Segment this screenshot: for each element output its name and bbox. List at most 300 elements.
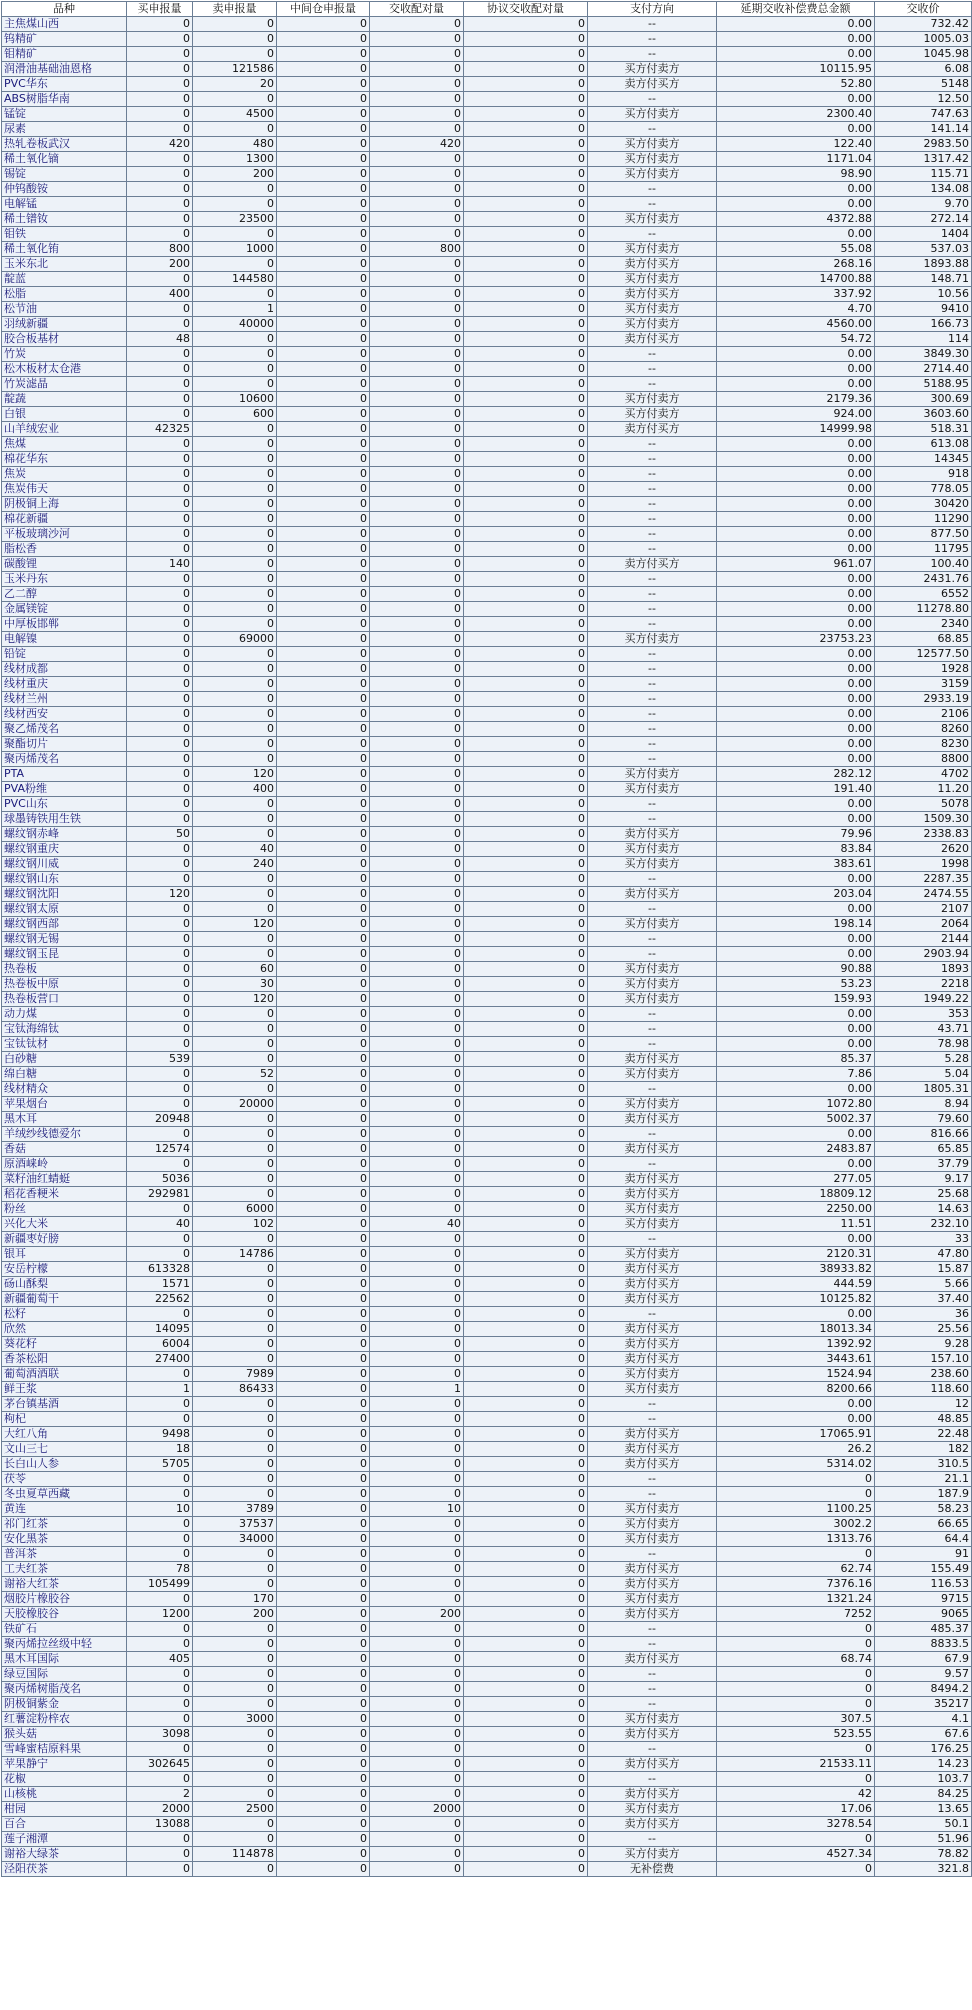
cell-sell-declared: 0: [193, 1832, 277, 1847]
cell-variety: 祁门红茶: [2, 1517, 127, 1532]
cell-delivery-matched: 0: [370, 887, 464, 902]
cell-buy-declared: 42325: [127, 422, 193, 437]
cell-intermediate-declared: 0: [277, 152, 370, 167]
cell-intermediate-declared: 0: [277, 1697, 370, 1712]
table-row: [2, 1727, 972, 1742]
cell-variety: 焦煤: [2, 437, 127, 452]
cell-delivery-price: 747.63: [875, 107, 972, 122]
cell-delivery-price: 14.23: [875, 1757, 972, 1772]
cell-compensation-total: 90.88: [717, 962, 875, 977]
cell-agreement-matched: 0: [464, 902, 588, 917]
cell-variety: 钼精矿: [2, 47, 127, 62]
cell-agreement-matched: 0: [464, 617, 588, 632]
cell-payment-direction: 买方付卖方: [588, 917, 717, 932]
cell-sell-declared: 0: [193, 542, 277, 557]
cell-sell-declared: 0: [193, 1022, 277, 1037]
cell-delivery-price: 1805.31: [875, 1082, 972, 1097]
cell-variety: PVC华东: [2, 77, 127, 92]
table-row: [2, 932, 972, 947]
table-row: [2, 1412, 972, 1427]
cell-sell-declared: 0: [193, 572, 277, 587]
cell-variety: 鲜王浆: [2, 1382, 127, 1397]
cell-delivery-matched: 0: [370, 17, 464, 32]
cell-payment-direction: --: [588, 752, 717, 767]
cell-payment-direction: 买方付卖方: [588, 1847, 717, 1862]
cell-variety: 宝钛海绵钛: [2, 1022, 127, 1037]
cell-intermediate-declared: 0: [277, 992, 370, 1007]
cell-delivery-price: 30420: [875, 497, 972, 512]
cell-intermediate-declared: 0: [277, 1382, 370, 1397]
cell-compensation-total: 1524.94: [717, 1367, 875, 1382]
cell-compensation-total: 198.14: [717, 917, 875, 932]
cell-delivery-price: 65.85: [875, 1142, 972, 1157]
cell-agreement-matched: 0: [464, 1052, 588, 1067]
cell-payment-direction: --: [588, 707, 717, 722]
cell-buy-declared: 0: [127, 1832, 193, 1847]
table-row: [2, 77, 972, 92]
cell-compensation-total: 54.72: [717, 332, 875, 347]
cell-delivery-matched: 0: [370, 857, 464, 872]
cell-payment-direction: --: [588, 647, 717, 662]
cell-payment-direction: --: [588, 1772, 717, 1787]
cell-variety: 热卷板营口: [2, 992, 127, 1007]
header-intermediate-declared: 中间仓申报量: [277, 2, 370, 17]
cell-delivery-price: 22.48: [875, 1427, 972, 1442]
cell-payment-direction: --: [588, 227, 717, 242]
table-row: [2, 1532, 972, 1547]
cell-payment-direction: 卖方付买方: [588, 557, 717, 572]
cell-delivery-price: 115.71: [875, 167, 972, 182]
cell-intermediate-declared: 0: [277, 1487, 370, 1502]
cell-delivery-price: 176.25: [875, 1742, 972, 1757]
cell-delivery-price: 8800: [875, 752, 972, 767]
cell-delivery-matched: 0: [370, 377, 464, 392]
cell-buy-declared: 0: [127, 92, 193, 107]
cell-payment-direction: 买方付卖方: [588, 1502, 717, 1517]
cell-delivery-price: 78.98: [875, 1037, 972, 1052]
table-row: [2, 1502, 972, 1517]
table-row: [2, 512, 972, 527]
cell-delivery-price: 1893: [875, 962, 972, 977]
cell-payment-direction: --: [588, 92, 717, 107]
cell-compensation-total: 5002.37: [717, 1112, 875, 1127]
cell-intermediate-declared: 0: [277, 137, 370, 152]
cell-delivery-price: 1928: [875, 662, 972, 677]
header-agreement-matched: 协议交收配对量: [464, 2, 588, 17]
cell-delivery-matched: 0: [370, 767, 464, 782]
cell-sell-declared: 0: [193, 377, 277, 392]
cell-payment-direction: --: [588, 1397, 717, 1412]
cell-delivery-price: 518.31: [875, 422, 972, 437]
cell-sell-declared: 0: [193, 557, 277, 572]
cell-variety: 花椒: [2, 1772, 127, 1787]
cell-sell-declared: 0: [193, 932, 277, 947]
cell-compensation-total: 8200.66: [717, 1382, 875, 1397]
cell-variety: 平板玻璃沙河: [2, 527, 127, 542]
cell-delivery-matched: 10: [370, 1502, 464, 1517]
cell-payment-direction: 买方付卖方: [588, 272, 717, 287]
cell-variety: 热卷板: [2, 962, 127, 977]
cell-variety: 聚丙烯拉丝级中轻: [2, 1637, 127, 1652]
cell-agreement-matched: 0: [464, 137, 588, 152]
cell-intermediate-declared: 0: [277, 602, 370, 617]
cell-variety: 线材兰州: [2, 692, 127, 707]
cell-delivery-matched: 0: [370, 977, 464, 992]
table-row: [2, 902, 972, 917]
delivery-table: [1, 1, 972, 1877]
header-buy-declared: 买申报量: [127, 2, 193, 17]
cell-buy-declared: 0: [127, 1862, 193, 1877]
table-row: [2, 1172, 972, 1187]
cell-sell-declared: 0: [193, 1772, 277, 1787]
cell-compensation-total: 383.61: [717, 857, 875, 872]
cell-agreement-matched: 0: [464, 1352, 588, 1367]
cell-intermediate-declared: 0: [277, 1367, 370, 1382]
cell-agreement-matched: 0: [464, 1022, 588, 1037]
table-row: [2, 1817, 972, 1832]
cell-agreement-matched: 0: [464, 1622, 588, 1637]
cell-payment-direction: --: [588, 692, 717, 707]
cell-intermediate-declared: 0: [277, 1532, 370, 1547]
table-row: [2, 977, 972, 992]
cell-buy-declared: 405: [127, 1652, 193, 1667]
cell-buy-declared: 10: [127, 1502, 193, 1517]
table-row: [2, 587, 972, 602]
cell-variety: 冬虫夏草西藏: [2, 1487, 127, 1502]
table-row: [2, 32, 972, 47]
cell-delivery-price: 51.96: [875, 1832, 972, 1847]
cell-sell-declared: 0: [193, 1052, 277, 1067]
table-row: [2, 332, 972, 347]
cell-payment-direction: --: [588, 497, 717, 512]
cell-delivery-matched: 0: [370, 167, 464, 182]
cell-compensation-total: 0: [717, 1862, 875, 1877]
table-row: [2, 1622, 972, 1637]
cell-sell-declared: 10600: [193, 392, 277, 407]
cell-agreement-matched: 0: [464, 437, 588, 452]
cell-delivery-matched: 2000: [370, 1802, 464, 1817]
cell-variety: 谢裕大红茶: [2, 1577, 127, 1592]
cell-agreement-matched: 0: [464, 1262, 588, 1277]
cell-sell-declared: 0: [193, 512, 277, 527]
cell-delivery-price: 272.14: [875, 212, 972, 227]
cell-intermediate-declared: 0: [277, 437, 370, 452]
cell-intermediate-declared: 0: [277, 1262, 370, 1277]
cell-sell-declared: 0: [193, 197, 277, 212]
cell-sell-declared: 0: [193, 437, 277, 452]
table-row: [2, 47, 972, 62]
cell-sell-declared: 0: [193, 1397, 277, 1412]
cell-variety: 螺纹钢太原: [2, 902, 127, 917]
cell-buy-declared: 0: [127, 1667, 193, 1682]
cell-sell-declared: 120: [193, 917, 277, 932]
cell-intermediate-declared: 0: [277, 482, 370, 497]
cell-delivery-matched: 0: [370, 1547, 464, 1562]
cell-delivery-price: 8494.2: [875, 1682, 972, 1697]
cell-agreement-matched: 0: [464, 1202, 588, 1217]
cell-variety: 香菇: [2, 1142, 127, 1157]
cell-variety: 普洱茶: [2, 1547, 127, 1562]
cell-agreement-matched: 0: [464, 1442, 588, 1457]
cell-compensation-total: 0.00: [717, 1082, 875, 1097]
cell-payment-direction: 无补偿费: [588, 1862, 717, 1877]
cell-variety: 线材成都: [2, 662, 127, 677]
cell-variety: 稀土氧化铕: [2, 242, 127, 257]
cell-sell-declared: 0: [193, 1622, 277, 1637]
cell-buy-declared: 2: [127, 1787, 193, 1802]
cell-payment-direction: --: [588, 1832, 717, 1847]
cell-delivery-price: 9715: [875, 1592, 972, 1607]
cell-delivery-price: 2933.19: [875, 692, 972, 707]
cell-agreement-matched: 0: [464, 1322, 588, 1337]
cell-variety: 粉丝: [2, 1202, 127, 1217]
cell-delivery-matched: 0: [370, 827, 464, 842]
cell-buy-declared: 0: [127, 1007, 193, 1022]
cell-compensation-total: 444.59: [717, 1277, 875, 1292]
cell-intermediate-declared: 0: [277, 407, 370, 422]
table-row: [2, 482, 972, 497]
cell-sell-declared: 121586: [193, 62, 277, 77]
cell-compensation-total: 2120.31: [717, 1247, 875, 1262]
cell-agreement-matched: 0: [464, 1397, 588, 1412]
cell-buy-declared: 0: [127, 1082, 193, 1097]
cell-buy-declared: 0: [127, 77, 193, 92]
table-row: [2, 1772, 972, 1787]
cell-delivery-matched: 0: [370, 962, 464, 977]
cell-delivery-price: 11.20: [875, 782, 972, 797]
cell-delivery-matched: 0: [370, 107, 464, 122]
cell-payment-direction: --: [588, 452, 717, 467]
cell-sell-declared: 0: [193, 722, 277, 737]
cell-intermediate-declared: 0: [277, 62, 370, 77]
cell-delivery-matched: 0: [370, 812, 464, 827]
cell-payment-direction: --: [588, 197, 717, 212]
cell-delivery-matched: 0: [370, 1832, 464, 1847]
cell-buy-declared: 14095: [127, 1322, 193, 1337]
table-row: [2, 1607, 972, 1622]
cell-delivery-matched: 0: [370, 1787, 464, 1802]
cell-intermediate-declared: 0: [277, 872, 370, 887]
cell-variety: 泾阳茯茶: [2, 1862, 127, 1877]
cell-agreement-matched: 0: [464, 332, 588, 347]
cell-intermediate-declared: 0: [277, 1667, 370, 1682]
table-row: [2, 1472, 972, 1487]
cell-intermediate-declared: 0: [277, 827, 370, 842]
cell-compensation-total: 0.00: [717, 812, 875, 827]
cell-variety: 白银: [2, 407, 127, 422]
cell-delivery-matched: 0: [370, 1427, 464, 1442]
cell-agreement-matched: 0: [464, 602, 588, 617]
cell-delivery-price: 5.04: [875, 1067, 972, 1082]
table-row: [2, 257, 972, 272]
cell-compensation-total: 55.08: [717, 242, 875, 257]
cell-buy-declared: 0: [127, 227, 193, 242]
cell-variety: 聚酯切片: [2, 737, 127, 752]
cell-delivery-matched: 0: [370, 272, 464, 287]
cell-buy-declared: 78: [127, 1562, 193, 1577]
cell-compensation-total: 0.00: [717, 722, 875, 737]
cell-compensation-total: 18809.12: [717, 1187, 875, 1202]
cell-agreement-matched: 0: [464, 632, 588, 647]
cell-agreement-matched: 0: [464, 1607, 588, 1622]
cell-delivery-price: 68.85: [875, 632, 972, 647]
cell-compensation-total: 1321.24: [717, 1592, 875, 1607]
cell-delivery-matched: 0: [370, 1052, 464, 1067]
cell-sell-declared: 400: [193, 782, 277, 797]
cell-variety: 菜籽油红蜻蜓: [2, 1172, 127, 1187]
cell-buy-declared: 0: [127, 722, 193, 737]
cell-sell-declared: 0: [193, 122, 277, 137]
cell-payment-direction: --: [588, 1622, 717, 1637]
cell-agreement-matched: 0: [464, 47, 588, 62]
cell-sell-declared: 0: [193, 692, 277, 707]
cell-compensation-total: 0.00: [717, 1412, 875, 1427]
table-row: [2, 197, 972, 212]
table-row: [2, 287, 972, 302]
cell-sell-declared: 0: [193, 32, 277, 47]
cell-agreement-matched: 0: [464, 242, 588, 257]
cell-delivery-matched: 0: [370, 1817, 464, 1832]
cell-compensation-total: 0.00: [717, 467, 875, 482]
table-row: [2, 1142, 972, 1157]
cell-sell-declared: 0: [193, 617, 277, 632]
cell-payment-direction: --: [588, 182, 717, 197]
cell-sell-declared: 0: [193, 1142, 277, 1157]
cell-sell-declared: 0: [193, 677, 277, 692]
cell-delivery-price: 14345: [875, 452, 972, 467]
cell-payment-direction: --: [588, 1127, 717, 1142]
table-row: [2, 1127, 972, 1142]
cell-delivery-price: 43.71: [875, 1022, 972, 1037]
cell-delivery-matched: 0: [370, 647, 464, 662]
cell-compensation-total: 0.00: [717, 947, 875, 962]
cell-intermediate-declared: 0: [277, 782, 370, 797]
cell-payment-direction: 卖方付买方: [588, 1457, 717, 1472]
cell-delivery-price: 5.66: [875, 1277, 972, 1292]
cell-buy-declared: 0: [127, 1532, 193, 1547]
cell-variety: 山核桃: [2, 1787, 127, 1802]
table-row: [2, 467, 972, 482]
cell-variety: 百合: [2, 1817, 127, 1832]
table-row: [2, 1637, 972, 1652]
cell-sell-declared: 0: [193, 902, 277, 917]
cell-sell-declared: 0: [193, 737, 277, 752]
cell-variety: 聚丙烯树脂茂名: [2, 1682, 127, 1697]
cell-agreement-matched: 0: [464, 182, 588, 197]
cell-buy-declared: 0: [127, 362, 193, 377]
cell-delivery-matched: 0: [370, 707, 464, 722]
cell-agreement-matched: 0: [464, 557, 588, 572]
cell-delivery-matched: 0: [370, 197, 464, 212]
cell-sell-declared: 0: [193, 92, 277, 107]
table-row: [2, 992, 972, 1007]
cell-payment-direction: --: [588, 512, 717, 527]
table-row: [2, 1562, 972, 1577]
cell-delivery-matched: 0: [370, 182, 464, 197]
cell-intermediate-declared: 0: [277, 677, 370, 692]
cell-payment-direction: 卖方付买方: [588, 1172, 717, 1187]
cell-payment-direction: 卖方付买方: [588, 1757, 717, 1772]
cell-payment-direction: 卖方付买方: [588, 1352, 717, 1367]
cell-buy-declared: 302645: [127, 1757, 193, 1772]
cell-compensation-total: 0: [717, 1622, 875, 1637]
cell-sell-declared: 0: [193, 497, 277, 512]
cell-sell-declared: 86433: [193, 1382, 277, 1397]
cell-agreement-matched: 0: [464, 647, 588, 662]
table-row: [2, 842, 972, 857]
cell-variety: 茅台镇基酒: [2, 1397, 127, 1412]
cell-intermediate-declared: 0: [277, 1217, 370, 1232]
table-row: [2, 602, 972, 617]
cell-delivery-matched: 0: [370, 797, 464, 812]
cell-delivery-price: 48.85: [875, 1412, 972, 1427]
cell-sell-declared: 0: [193, 1307, 277, 1322]
cell-compensation-total: 62.74: [717, 1562, 875, 1577]
cell-agreement-matched: 0: [464, 812, 588, 827]
cell-compensation-total: 1072.80: [717, 1097, 875, 1112]
cell-buy-declared: 0: [127, 302, 193, 317]
cell-payment-direction: 卖方付买方: [588, 1727, 717, 1742]
cell-compensation-total: 307.5: [717, 1712, 875, 1727]
table-row: [2, 302, 972, 317]
cell-compensation-total: 0.00: [717, 752, 875, 767]
table-row: [2, 377, 972, 392]
table-row: [2, 962, 972, 977]
cell-variety: 雪峰蜜桔原料果: [2, 1742, 127, 1757]
cell-agreement-matched: 0: [464, 1247, 588, 1262]
cell-agreement-matched: 0: [464, 857, 588, 872]
cell-delivery-matched: 0: [370, 77, 464, 92]
cell-delivery-price: 100.40: [875, 557, 972, 572]
cell-buy-declared: 0: [127, 857, 193, 872]
table-row: [2, 767, 972, 782]
table-header-row: [2, 2, 972, 17]
cell-agreement-matched: 0: [464, 1817, 588, 1832]
cell-buy-declared: 0: [127, 1367, 193, 1382]
cell-intermediate-declared: 0: [277, 842, 370, 857]
cell-sell-declared: 0: [193, 1352, 277, 1367]
cell-delivery-matched: 0: [370, 842, 464, 857]
cell-delivery-matched: 0: [370, 1037, 464, 1052]
cell-payment-direction: --: [588, 1232, 717, 1247]
cell-sell-declared: 600: [193, 407, 277, 422]
cell-delivery-matched: 0: [370, 1697, 464, 1712]
cell-variety: 热卷板中原: [2, 977, 127, 992]
cell-delivery-price: 8260: [875, 722, 972, 737]
cell-delivery-matched: 800: [370, 242, 464, 257]
cell-buy-declared: 3098: [127, 1727, 193, 1742]
cell-compensation-total: 277.05: [717, 1172, 875, 1187]
cell-variety: 电解锰: [2, 197, 127, 212]
cell-buy-declared: 0: [127, 1202, 193, 1217]
cell-delivery-matched: 0: [370, 317, 464, 332]
cell-delivery-matched: 0: [370, 482, 464, 497]
cell-compensation-total: 3278.54: [717, 1817, 875, 1832]
cell-variety: 润滑油基础油恩格: [2, 62, 127, 77]
cell-variety: 兴化大米: [2, 1217, 127, 1232]
cell-delivery-price: 25.68: [875, 1187, 972, 1202]
table-row: [2, 827, 972, 842]
cell-delivery-matched: 0: [370, 1112, 464, 1127]
table-row: [2, 752, 972, 767]
cell-sell-declared: 120: [193, 767, 277, 782]
cell-agreement-matched: 0: [464, 947, 588, 962]
table-row: [2, 1007, 972, 1022]
cell-payment-direction: --: [588, 932, 717, 947]
cell-delivery-matched: 0: [370, 392, 464, 407]
cell-compensation-total: 0: [717, 1472, 875, 1487]
cell-payment-direction: 卖方付买方: [588, 1262, 717, 1277]
